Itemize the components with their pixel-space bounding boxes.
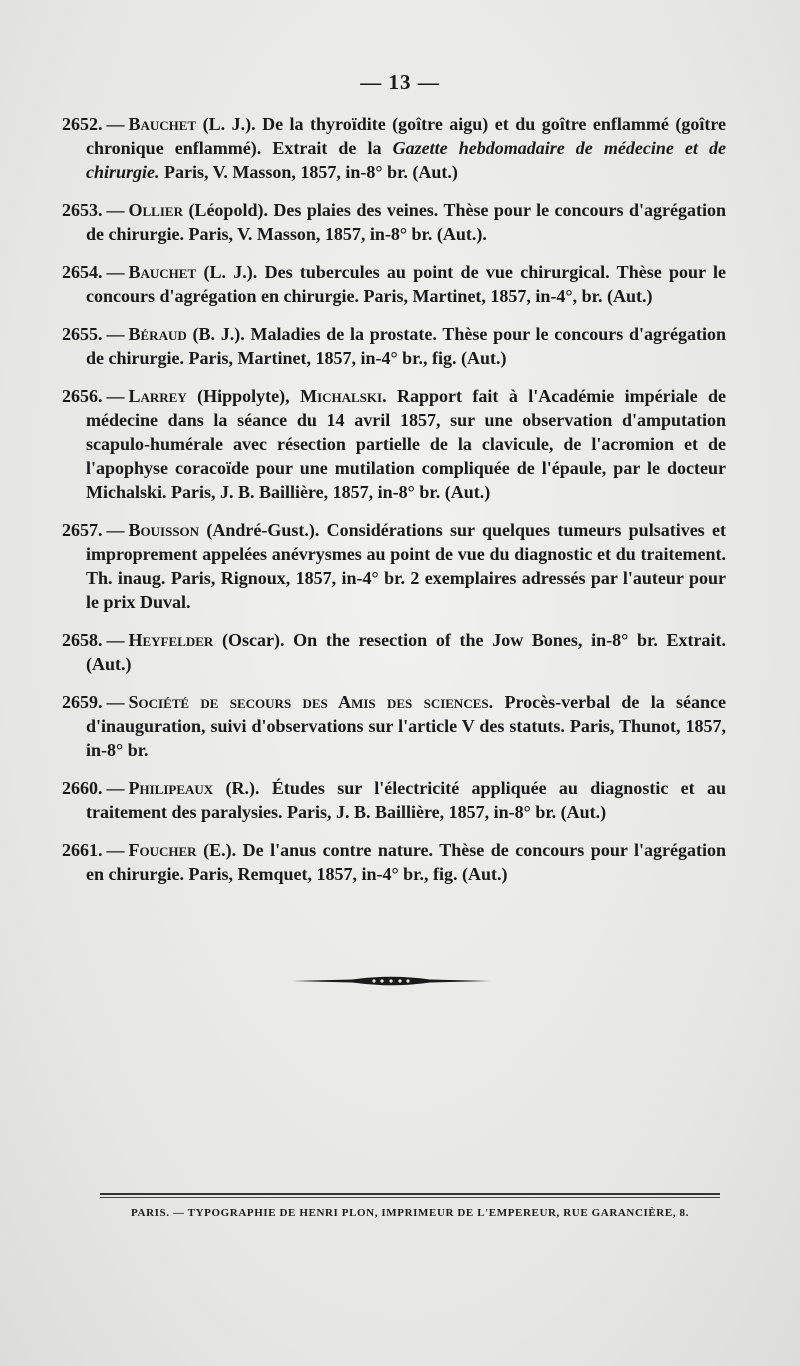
entry-number: 2654.: [62, 262, 103, 282]
entry-author: Heyfelder: [128, 630, 214, 650]
entry-number: 2659.: [62, 692, 103, 712]
entry-2657: 2657. — Bouisson (André-Gust.). Considérations sur quelques tumeurs pulsatives et improprement appelées anévrysmes au point de vue du diagnostic et du traitement. Th. inaug. Paris, Rignoux, 1857, in-4° br. 2 exemplaires adressés par l'auteur pour le prix Duval.: [62, 520, 726, 612]
entry-text: (Oscar). On the resection of the Jow Bones, in-8° br. Extrait. (Aut.): [86, 630, 727, 674]
entry-journal: Gazette hebdomadaire de médecine et de chirurgie.: [86, 138, 726, 182]
entry-number: 2655.: [62, 324, 103, 344]
entry-2661: 2661. — Foucher (E.). De l'anus contre nature. Thèse de concours pour l'agrégation en chirurgie. Paris, Remquet, 1857, in-4° br., fig. (Aut.): [62, 840, 727, 884]
entry-number: 2656.: [62, 386, 103, 406]
entry-text: (L. J.). Des tubercules au point de vue chirurgical. Thèse pour le concours d'agrégation en chirurgie. Paris, Martinet, 1857, in-4°, br. (Aut.): [86, 262, 727, 306]
entry-text: Procès-verbal de la séance d'inauguration, suivi d'observations sur l'article V des statuts. Paris, Thunot, 1857, in-8° br.: [86, 692, 727, 760]
entry-text: (Léopold). Des plaies des veines. Thèse pour le concours d'agrégation de chirurgie. Paris, V. Masson, 1857, in-8° br. (Aut.).: [86, 200, 726, 244]
entry-author: Béraud: [128, 324, 187, 344]
bibliography-list: [62, 112, 726, 900]
entry-text: (Hippolyte),: [197, 386, 290, 406]
entry-text-2: Rapport fait à l'Académie impériale de médecine dans la séance du 14 avril 1857, sur une observation d'amputation scapulo-humérale avec résection partielle de la clavicule, de l'acromion et de l'apophyse coracoïde pour une mutilation compliquée de l'épaule, par le docteur Michalski. Paris, J. B. Baillière, 1857, in-8° br. (Aut.): [86, 386, 727, 502]
entry-number: 2660.: [62, 778, 103, 798]
printer-imprint: PARIS. — TYPOGRAPHIE DE HENRI PLON, IMPRIMEUR DE L'EMPEREUR, RUE GARANCIÈRE, 8.: [131, 1207, 689, 1219]
entry-number: 2661.: [62, 840, 103, 860]
entry-2655: 2655. — Béraud (B. J.). Maladies de la prostate. Thèse pour le concours d'agrégation de chirurgie. Paris, Martinet, 1857, in-4° br., fig. (Aut.): [62, 324, 727, 368]
entry-2660: 2660. — Philipeaux (R.). Études sur l'électricité appliquée au diagnostic et au traitement des paralysies. Paris, J. B. Baillière, 1857, in-8° br. (Aut.): [62, 778, 727, 822]
entry-number: 2658.: [62, 630, 103, 650]
entry-number: 2652.: [62, 114, 103, 134]
ornament-divider-icon: [292, 974, 490, 988]
entry-text: (André-Gust.). Considérations sur quelques tumeurs pulsatives et improprement appelées anévrysmes au point de vue du diagnostic et du traitement. Th. inaug. Paris, Rignoux, 1857, in-4° br. 2 exemplaires adressés par l'auteur pour le prix Duval.: [86, 520, 726, 612]
footer-rule: [100, 1193, 720, 1195]
entry-number: 2657.: [62, 520, 103, 540]
footer-rule-thin: [100, 1197, 720, 1198]
entry-text: (R.). Études sur l'électricité appliquée au diagnostic et au traitement des paralysies. Paris, J. B. Baillière, 1857, in-8° br. (Aut.): [86, 778, 727, 822]
entry-text-2: Paris, V. Masson, 1857, in-8° br. (Aut.): [164, 162, 458, 182]
entry-2654: 2654. — Bauchet (L. J.). Des tubercules au point de vue chirurgical. Thèse pour le concours d'agrégation en chirurgie. Paris, Martinet, 1857, in-4°, br. (Aut.): [62, 262, 727, 306]
entry-author: Bauchet: [128, 114, 197, 134]
entry-author: Société de secours des Amis des sciences.: [128, 692, 494, 712]
entry-author: Foucher: [128, 840, 197, 860]
entry-author-2: Michalski.: [300, 386, 387, 406]
entry-text: (E.). De l'anus contre nature. Thèse de concours pour l'agrégation en chirurgie. Paris, Remquet, 1857, in-4° br., fig. (Aut.): [86, 840, 727, 884]
entry-2652: 2652. — Bauchet (L. J.). De la thyroïdite (goître aigu) et du goître enflammé (goître chronique enflammé). Extrait de la Gazette hebdomadaire de médecine et de chirurgie. Paris, V. Masson, 1857, in-8° br. (Aut.): [62, 114, 726, 182]
entry-2656: 2656. — Larrey (Hippolyte), Michalski. Rapport fait à l'Académie impériale de médecine dans la séance du 14 avril 1857, sur une observation d'amputation scapulo-humérale avec résection partielle de la clavicule, de l'acromion et de l'apophyse coracoïde pour une mutilation compliquée de l'épaule, par le docteur Michalski. Paris, J. B. Baillière, 1857, in-8° br. (Aut.): [62, 386, 727, 502]
entry-2658: 2658. — Heyfelder (Oscar). On the resection of the Jow Bones, in-8° br. Extrait. (Aut.): [62, 630, 727, 674]
entry-author: Bouisson: [128, 520, 200, 540]
entry-2659: 2659. — Société de secours des Amis des sciences. Procès-verbal de la séance d'inauguration, suivi d'observations sur l'article V des statuts. Paris, Thunot, 1857, in-8° br.: [62, 692, 727, 760]
entry-author: Ollier: [128, 200, 183, 220]
page-number: — 13 —: [360, 70, 440, 94]
entry-author: Larrey: [128, 386, 187, 406]
entry-2653: 2653. — Ollier (Léopold). Des plaies des veines. Thèse pour le concours d'agrégation de chirurgie. Paris, V. Masson, 1857, in-8° br. (Aut.).: [62, 200, 726, 244]
entry-text: (B. J.). Maladies de la prostate. Thèse pour le concours d'agrégation de chirurgie. Paris, Martinet, 1857, in-4° br., fig. (Aut.): [86, 324, 727, 368]
entry-number: 2653.: [62, 200, 103, 220]
entry-text: (L. J.). De la thyroïdite (goître aigu) et du goître enflammé (goître chronique enflammé). Extrait de la: [86, 114, 726, 158]
entry-author: Philipeaux: [128, 778, 214, 798]
entry-author: Bauchet: [128, 262, 197, 282]
